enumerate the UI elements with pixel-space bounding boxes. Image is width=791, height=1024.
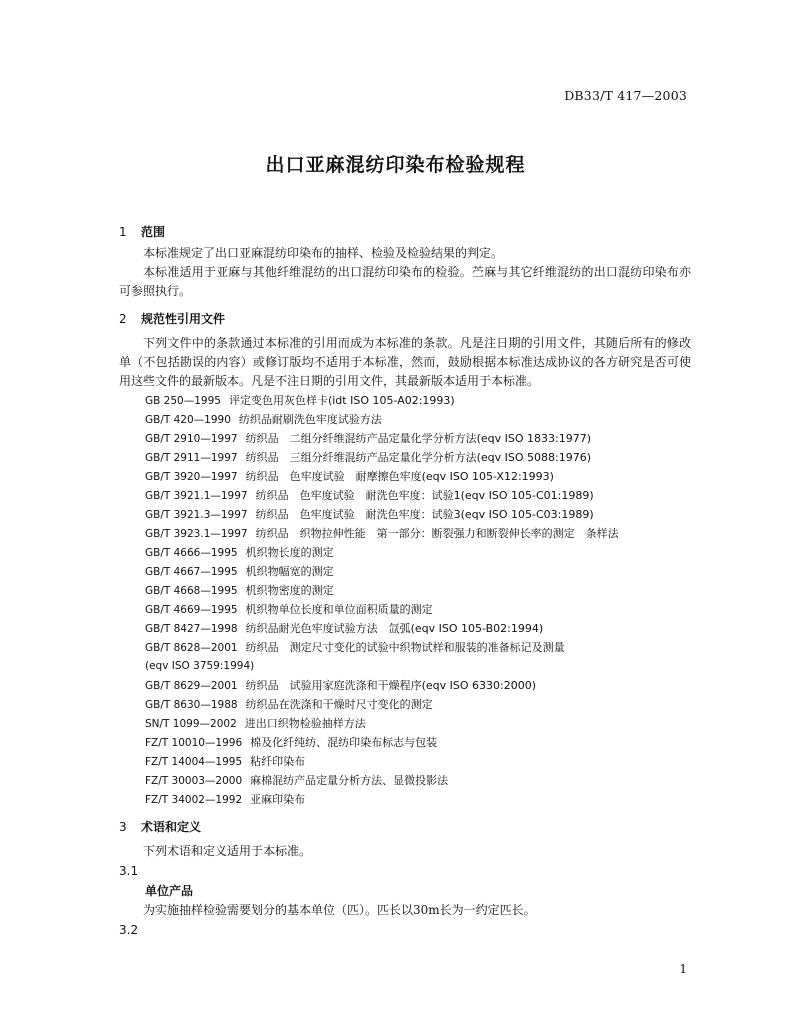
reference-code: GB/T 420—1990 <box>145 414 231 426</box>
reference-title: 纺织品 色牢度试验 耐摩擦色牢度(eqv ISO 105-X12:1993) <box>245 470 554 483</box>
reference-item <box>119 448 691 467</box>
reference-item <box>119 695 691 714</box>
reference-item <box>119 752 691 771</box>
section-number: 2 <box>119 312 127 326</box>
reference-title: 纺织品 三组分纤维混纺产品定量化学分析方法(eqv ISO 5088:1976) <box>245 451 591 464</box>
section-1-heading <box>119 220 691 244</box>
reference-code: GB/T 8630—1988 <box>145 699 238 711</box>
reference-item <box>119 771 691 790</box>
reference-list <box>119 391 691 809</box>
subsection-number: 3.1 <box>119 864 139 878</box>
reference-code: FZ/T 10010—1996 <box>145 737 243 749</box>
reference-title: 纺织品 织物拉伸性能 第一部分：断裂强力和断裂伸长率的测定 条样法 <box>255 527 619 540</box>
reference-title: 亚麻印染布 <box>250 793 306 806</box>
reference-title: 机织物长度的测定 <box>245 546 334 559</box>
reference-title: 纺织品 二组分纤维混纺产品定量化学分析方法(eqv ISO 1833:1977) <box>245 432 591 445</box>
reference-item <box>119 600 691 619</box>
reference-title: 机织物幅宽的测定 <box>245 565 334 578</box>
reference-title: 纺织品 色牢度试验 耐洗色牢度：试验1(eqv ISO 105-C01:1989) <box>255 489 594 502</box>
reference-title: 粘纤印染布 <box>250 755 306 768</box>
reference-item <box>119 410 691 429</box>
reference-title: 机织物密度的测定 <box>245 584 334 597</box>
reference-title: 麻棉混纺产品定量分析方法、显微投影法 <box>250 774 449 787</box>
paragraph: 本标准适用于亚麻与其他纤维混纺的出口混纺印染布的检验。苎麻与其它纤维混纺的出口混纺印染布亦可参照执行。 <box>119 265 691 298</box>
reference-item <box>119 619 691 638</box>
reference-code: GB/T 3921.1—1997 <box>145 490 248 502</box>
reference-code: GB/T 4667—1995 <box>145 566 238 578</box>
reference-title: 纺织品耐光色牢度试验方法 氙弧(eqv ISO 105-B02:1994) <box>245 622 544 635</box>
reference-code: GB/T 4668—1995 <box>145 585 238 597</box>
document-title: 出口亚麻混纺印染布检验规程 <box>265 154 526 176</box>
reference-title: 进出口织物检验抽样方法 <box>244 717 366 730</box>
reference-item <box>119 733 691 752</box>
reference-item <box>119 505 691 524</box>
reference-code: GB 250—1995 <box>145 395 221 407</box>
reference-code: GB/T 3923.1—1997 <box>145 528 248 540</box>
reference-item <box>119 429 691 448</box>
reference-title: 纺织品在洗涤和干燥时尺寸变化的测定 <box>245 698 433 711</box>
section-2-heading <box>119 307 691 331</box>
reference-item <box>119 581 691 600</box>
term-definition: 为实施抽样检验需要划分的基本单位（匹）。匹长以30m长为一约定匹长。 <box>143 903 536 917</box>
reference-item <box>119 543 691 562</box>
paragraph: 下列文件中的条款通过本标准的引用而成为本标准的条款。凡是注日期的引用文件，其随后所有的修改单（不包括勘误的内容）或修订版均不适用于本标准，然而，鼓励根据本标准达成协议的各方研究是否可使用这些文件的最新版本。凡是不注日期的引用文件，其最新版本适用于本标准。 <box>119 336 691 388</box>
page-number: 1 <box>679 962 687 976</box>
standard-code: DB33/T 417—2003 <box>564 88 687 103</box>
reference-code: GB/T 3920—1997 <box>145 471 238 483</box>
reference-title: 机织物单位长度和单位面积质量的测定 <box>245 603 433 616</box>
subsection-number: 3.2 <box>119 923 139 937</box>
reference-title: 评定变色用灰色样卡(idt ISO 105-A02:1993) <box>228 394 455 407</box>
reference-code: FZ/T 14004—1995 <box>145 756 243 768</box>
reference-title: 纺织品 测定尺寸变化的试验中织物试样和服装的准备标记及测量 <box>245 641 565 654</box>
paragraph: 本标准规定了出口亚麻混纺印染布的抽样、检验及检验结果的判定。 <box>143 246 504 260</box>
reference-item <box>119 714 691 733</box>
reference-code: GB/T 8628—2001 <box>145 642 238 654</box>
reference-code: GB/T 4669—1995 <box>145 604 238 616</box>
reference-title: 纺织品耐刷洗色牢度试验方法 <box>238 413 382 426</box>
reference-item <box>119 524 691 543</box>
reference-item <box>119 562 691 581</box>
reference-title: 纺织品 色牢度试验 耐洗色牢度：试验3(eqv ISO 105-C03:1989) <box>255 508 594 521</box>
reference-code: SN/T 1099—2002 <box>145 718 237 730</box>
reference-item <box>119 676 691 695</box>
reference-code: GB/T 2911—1997 <box>145 452 238 464</box>
reference-item <box>119 638 691 657</box>
reference-code: GB/T 2910—1997 <box>145 433 238 445</box>
paragraph: 下列术语和定义适用于本标准。 <box>143 844 312 858</box>
reference-code: GB/T 3921.3—1997 <box>145 509 248 521</box>
reference-code: GB/T 8427—1998 <box>145 623 238 635</box>
reference-code: FZ/T 30003—2000 <box>145 775 243 787</box>
document-body <box>119 220 691 940</box>
reference-code: GB/T 8629—2001 <box>145 680 238 692</box>
reference-code: FZ/T 34002—1992 <box>145 794 243 806</box>
reference-item <box>119 467 691 486</box>
section-3-heading <box>119 815 691 839</box>
section-title: 范围 <box>141 225 166 239</box>
reference-title: 棉及化纤纯纺、混纺印染布标志与包装 <box>250 736 438 749</box>
section-number: 1 <box>119 225 127 239</box>
reference-continuation: (eqv ISO 3759:1994) <box>145 660 255 672</box>
reference-title: 纺织品 试验用家庭洗涤和干燥程序(eqv ISO 6330:2000) <box>245 679 536 692</box>
reference-item <box>119 790 691 809</box>
reference-item <box>119 391 691 410</box>
term-name: 单位产品 <box>145 884 194 898</box>
section-number: 3 <box>119 820 127 834</box>
section-title: 术语和定义 <box>141 820 202 834</box>
section-title: 规范性引用文件 <box>141 312 226 326</box>
reference-item <box>119 486 691 505</box>
reference-code: GB/T 4666—1995 <box>145 547 238 559</box>
